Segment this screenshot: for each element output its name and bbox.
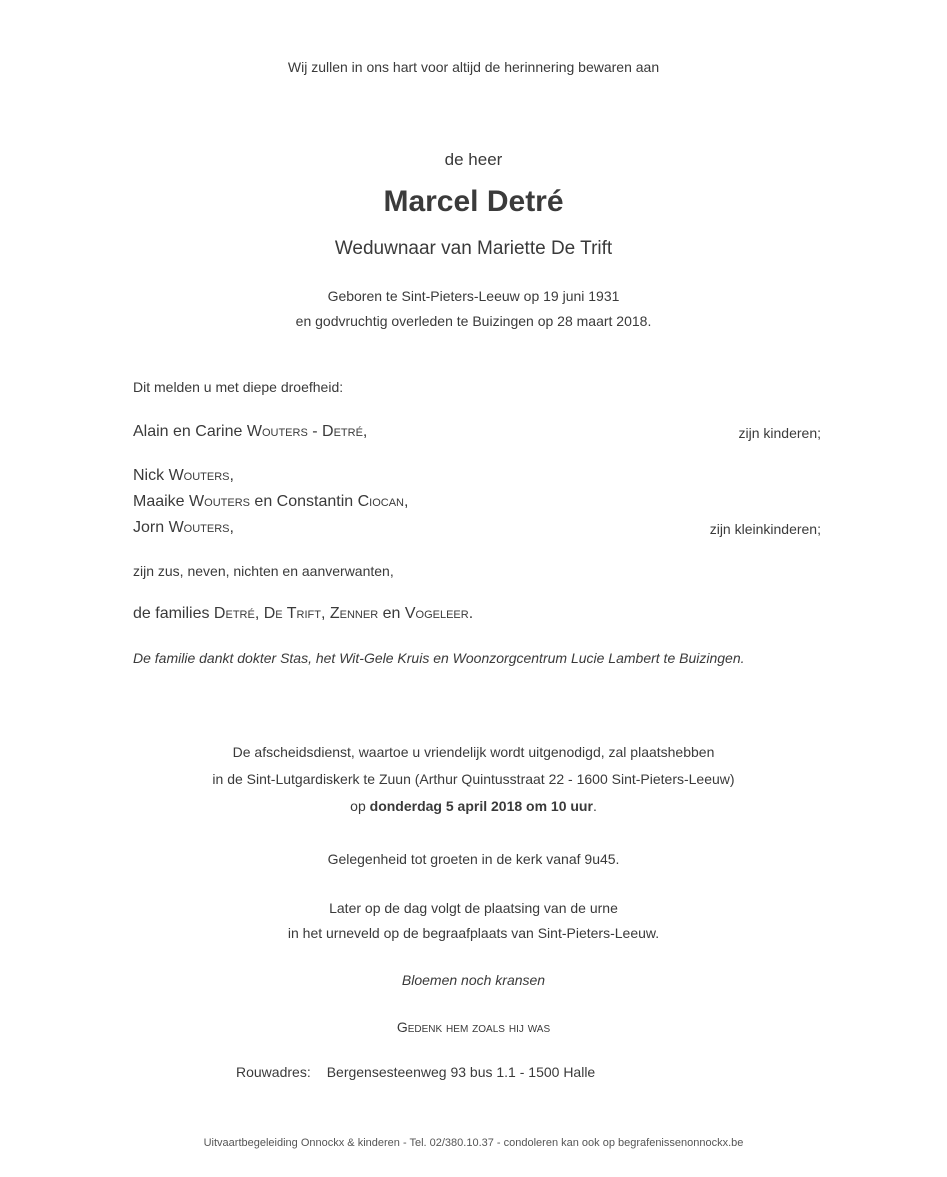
family-name-1: Detré [213,605,255,622]
announcement: Dit melden u met diepe droefheid: [133,379,344,395]
grandchild-1-end: , [229,467,234,484]
families-sep-3: en [378,605,405,622]
families-sep-1: , [254,605,264,622]
grandchild-2-first: Maaike [133,493,190,510]
birth-line: Geboren te Sint-Pieters-Leeuw op 19 juni 1931 [327,288,620,304]
service-line-1: De afscheidsdienst, waartoe u vriendelijk wordt uitgenodigd, zal plaatshebben [232,744,715,760]
children-surname-1: Wouters [246,423,308,440]
intro-line: Wij zullen in ons hart voor altijd de herinnering bewaren aan [287,59,660,75]
service-date-end: . [592,798,597,814]
flowers-line: Bloemen noch kransen [401,972,546,988]
grandchild-row-1 [133,467,821,485]
children-row [133,423,821,441]
families-end: . [468,605,474,622]
grandchild-1-surname: Wouters [168,467,230,484]
greeting-line: Gelegenheid tot groeten in de kerk vanaf 9u45. [327,851,620,867]
death-line: en godvruchtig overleden te Buizingen op 28 maart 2018. [295,313,652,329]
families-sep-2: , [320,605,330,622]
children-end: , [362,423,368,440]
families-prefix: de families [133,605,214,622]
children-surname-2: Detré [322,423,363,440]
grandchild-2-surname-2: Ciocan [357,493,405,510]
mourning-address [236,1064,595,1080]
children-relation: zijn kinderen; [738,425,821,441]
grandchild-3-first: Jorn [133,519,169,536]
footer-line: Uitvaartbegeleiding Onnockx & kinderen - Tel. 02/380.10.37 - condoleren kan ook op begrafenissenonnockx.be [203,1137,744,1149]
address-label: Rouwadres: [236,1064,311,1080]
service-line-3 [0,798,947,814]
relatives-line: zijn zus, neven, nichten en aanverwanten, [133,563,394,579]
family-name-4: Vogeleer [404,605,469,622]
remember-line: Gedenk hem zoals hij was [396,1019,551,1035]
thanks-line: De familie dankt dokter Stas, het Wit-Gele Kruis en Woonzorgcentrum Lucie Lambert te Buizingen. [133,650,745,666]
grandchild-2-end: , [404,493,409,510]
children-separator: - [307,423,323,440]
service-line-2: in de Sint-Lutgardiskerk te Zuun (Arthur Quintusstraat 22 - 1600 Sint-Pieters-Leeuw) [212,771,735,787]
urn-line-1: Later op de dag volgt de plaatsing van de urne [329,900,618,916]
grandchildren-relation: zijn kleinkinderen; [709,521,821,537]
deceased-name: Marcel Detré [383,185,564,218]
grandchild-3-surname: Wouters [168,519,230,536]
grandchild-2-mid: en Constantin [249,493,358,510]
grandchild-row-2 [133,493,821,511]
grandchild-3-end: , [229,519,234,536]
family-name-2: De Trift [263,605,321,622]
widower-line: Weduwnaar van Mariette De Trift [334,238,613,259]
family-name-3: Zenner [329,605,379,622]
children-first-names: Alain en Carine [133,423,247,440]
grandchild-2-surname: Wouters [189,493,250,510]
grandchild-row-3 [133,519,821,537]
title-prefix: de heer [444,150,503,169]
address-value: Bergensesteenweg 93 bus 1.1 - 1500 Halle [326,1064,596,1080]
service-date: donderdag 5 april 2018 om 10 uur [369,798,593,814]
families-line [133,605,473,623]
grandchild-1-first: Nick [133,467,169,484]
service-date-prefix: op [350,798,370,814]
urn-line-2: in het urneveld op de begraafplaats van Sint-Pieters-Leeuw. [287,925,660,941]
